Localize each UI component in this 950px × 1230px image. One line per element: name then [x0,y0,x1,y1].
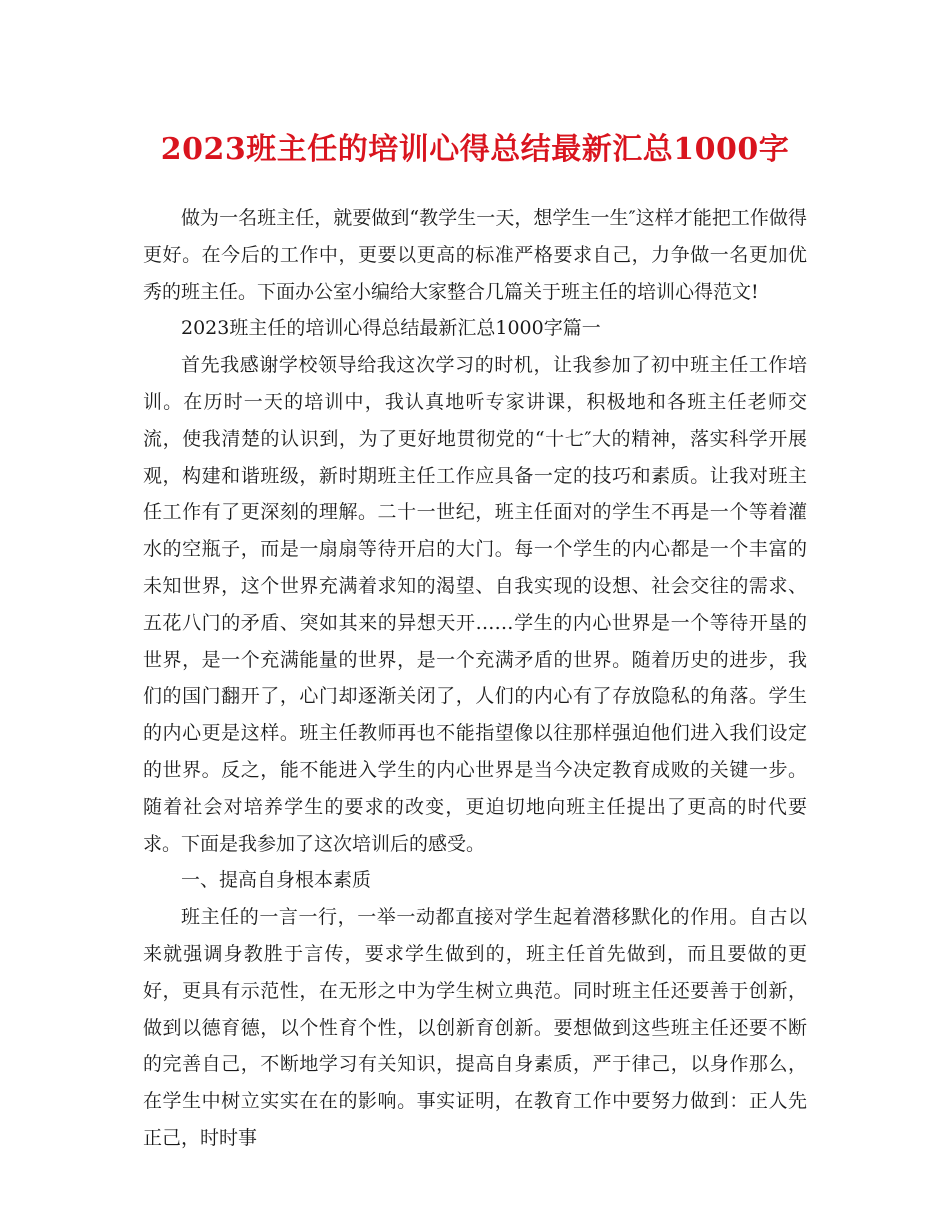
subsection-heading: 一、提高自身根本素质 [181,869,372,892]
document-body [143,200,807,1157]
section-heading-part-one: 2023班主任的培训心得总结最新汇总1000字篇一 [181,317,601,340]
body-paragraph: 首先我感谢学校领导给我这次学习的时机，让我参加了初中班主任工作培训。在历时一天的培训中，我认真地听专家讲课，积极地和各班主任老师交流，使我清楚的认识到，为了更好地贯彻党的“十七″大的精神，落实科学开展观，构建和谐班级，新时期班主任工作应具备一定的技巧和素质。让我对班主任工作有了更深刻的理解。二十一世纪，班主任面对的学生不再是一个等着灌水的空瓶子，而是一扇扇等待开启的大门。每一个学生的内心都是一个丰富的未知世界，这个世界充满着求知的渴望、自我实现的设想、社会交往的需求、五花八门的矛盾、突如其来的异想天开……学生的内心世界是一个等待开垦的世界，是一个充满能量的世界，是一个充满矛盾的世界。随着历史的进步，我们的国门翻开了，心门却逐渐关闭了，人们的内心有了存放隐私的角落。学生的内心更是这样。班主任教师再也不能指望像以往那样强迫他们进入我们设定的世界。反之，能不能进入学生的内心世界是当今决定教育成败的关键一步。随着社会对培养学生的要求的改变，更迫切地向班主任提出了更高的时代要求。下面是我参加了这次培训后的感受。 [143,354,807,855]
body-paragraph: 班主任的一言一行，一举一动都直接对学生起着潜移默化的作用。自古以来就强调身教胜于言传，要求学生做到的，班主任首先做到，而且要做的更好，更具有示范性，在无形之中为学生树立典范。同时班主任还要善于创新，做到以德育德，以个性育个性，以创新育创新。要想做到这些班主任还要不断的完善自己，不断地学习有关知识，提高自身素质，严于律己，以身作那么，在学生中树立实实在在的影响。事实证明，在教育工作中要努力做到：正人先正己，时时事 [143,906,807,1149]
intro-paragraph: 做为一名班主任，就要做到“教学生一天，想学生一生″这样才能把工作做得更好。在今后的工作中，更要以更高的标准严格要求自己，力争做一名更加优秀的班主任。下面办公室小编给大家整合几篇关于班主任的培训心得范文! [143,207,807,303]
document-title: 2023班主任的培训心得总结最新汇总1000字 [160,132,790,167]
